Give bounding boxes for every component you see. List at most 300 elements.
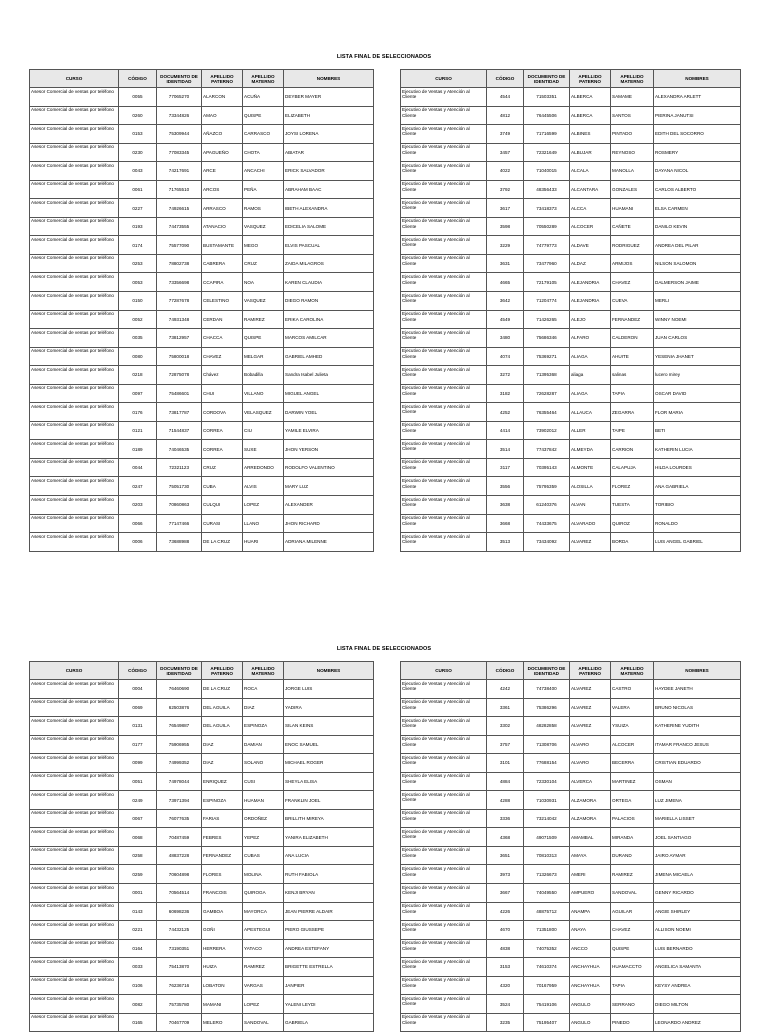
names-cell: ADRIANA MILENNE xyxy=(284,533,374,552)
names-cell: DIEGO RAMON xyxy=(284,292,374,311)
names-cell: ABRAHAM BAAC xyxy=(284,180,374,199)
paternal-surname-cell: ANGULO xyxy=(570,995,611,1014)
names-cell: KATHERINE YUDITH xyxy=(654,717,741,736)
paternal-surname-cell: AMPUERO xyxy=(570,884,611,903)
code-cell: 3336 xyxy=(487,809,524,828)
course-cell: Asesor Comercial de ventas por teléfono xyxy=(30,199,119,218)
maternal-surname-cell: PEÑA xyxy=(243,180,284,199)
maternal-surname-cell: VARGAS xyxy=(243,976,284,995)
code-cell: 0218 xyxy=(119,366,157,385)
maternal-surname-cell: HUAMAN xyxy=(243,791,284,810)
names-cell: CARLOS ALBERTO xyxy=(654,180,741,199)
course-cell: Asesor Comercial de ventas por teléfono xyxy=(30,884,119,903)
document-cell: 49071509 xyxy=(524,828,570,847)
code-cell: 3182 xyxy=(487,384,524,403)
course-cell: Ejecutivo de Ventas y Atención al Cliente xyxy=(401,125,487,144)
column-header: CURSO xyxy=(401,70,487,88)
document-cell: 71716599 xyxy=(524,125,570,144)
column-header: NOMBRES xyxy=(654,662,741,680)
paternal-surname-cell: CERDAN xyxy=(202,310,243,329)
paternal-surname-cell: AÑAZCO xyxy=(202,125,243,144)
paternal-surname-cell: ALVAREZ xyxy=(570,533,611,552)
paternal-surname-cell: AMAYA xyxy=(570,846,611,865)
names-cell: YAMILE ELVIRA xyxy=(284,421,374,440)
maternal-surname-cell: AGUILAR xyxy=(611,902,654,921)
maternal-surname-cell: REYNOSO xyxy=(611,143,654,162)
course-cell: Ejecutivo de Ventas y Atención al Cliente xyxy=(401,865,487,884)
code-cell: 3480 xyxy=(487,329,524,348)
course-cell: Asesor Comercial de ventas por teléfono xyxy=(30,236,119,255)
code-cell: 0165 xyxy=(119,1013,157,1032)
code-cell: 0176 xyxy=(119,403,157,422)
names-cell: GABRIEL AMHED xyxy=(284,347,374,366)
paternal-surname-cell: ALIAGA xyxy=(570,384,611,403)
maternal-surname-cell: MEGO xyxy=(243,236,284,255)
paternal-surname-cell: CHAVEZ xyxy=(202,347,243,366)
table-row xyxy=(401,199,741,218)
table-row xyxy=(30,217,374,236)
maternal-surname-cell: QUIROGA xyxy=(243,884,284,903)
paternal-surname-cell: ARCE xyxy=(202,162,243,181)
document-cell: 70487459 xyxy=(157,828,202,847)
document-cell: 73434092 xyxy=(524,533,570,552)
table-row xyxy=(401,828,741,847)
maternal-surname-cell: ZEGARRA xyxy=(611,403,654,422)
names-cell: ERIKA CAROLINA xyxy=(284,310,374,329)
maternal-surname-cell: ROCA xyxy=(243,680,284,699)
table-row xyxy=(30,143,374,162)
document-cell: 70467709 xyxy=(157,1013,202,1032)
code-cell: 0247 xyxy=(119,477,157,496)
course-cell: Asesor Comercial de ventas por teléfono xyxy=(30,496,119,515)
maternal-surname-cell: ALVIS xyxy=(243,477,284,496)
table-row xyxy=(401,347,741,366)
students-table xyxy=(29,661,374,1032)
maternal-surname-cell: ANCACHI xyxy=(243,162,284,181)
code-cell: 0033 xyxy=(119,958,157,977)
code-cell: 3792 xyxy=(487,180,524,199)
names-cell: ENOC SAMUEL xyxy=(284,735,374,754)
names-cell: ZAIDA MILAGROS xyxy=(284,254,374,273)
names-cell: MARY LUZ xyxy=(284,477,374,496)
maternal-surname-cell: ORTEGA xyxy=(611,791,654,810)
names-cell: RODOLFO VALENTINO xyxy=(284,458,374,477)
paternal-surname-cell: CULQUI xyxy=(202,496,243,515)
table-row xyxy=(30,884,374,903)
course-cell: Ejecutivo de Ventas y Atención al Cliente xyxy=(401,735,487,754)
code-cell: 3667 xyxy=(487,884,524,903)
maternal-surname-cell: CHAVEZ xyxy=(611,273,654,292)
maternal-surname-cell: SERRANO xyxy=(611,995,654,1014)
maternal-surname-cell: CASTRO xyxy=(611,680,654,699)
paternal-surname-cell: ALVAREZ xyxy=(570,698,611,717)
paternal-surname-cell: FRANCOIS xyxy=(202,884,243,903)
table-row xyxy=(401,995,741,1014)
paternal-surname-cell: ALBERCA xyxy=(570,88,611,107)
document-cell: 74978044 xyxy=(157,772,202,791)
maternal-surname-cell: CAÑETE xyxy=(611,217,654,236)
table-row xyxy=(401,477,741,496)
paternal-surname-cell: ALFARO xyxy=(570,329,611,348)
paternal-surname-cell: CORDOVA xyxy=(202,403,243,422)
names-cell: ANA LUCIA xyxy=(284,846,374,865)
maternal-surname-cell: HUAMANI xyxy=(611,199,654,218)
maternal-surname-cell: QUISPE xyxy=(243,106,284,125)
document-cell: 70167959 xyxy=(524,976,570,995)
paternal-surname-cell: ALCCA xyxy=(570,199,611,218)
column-header: APELLIDO MATERNO xyxy=(243,70,284,88)
names-cell: HAYDEE JANETH xyxy=(654,680,741,699)
table-row xyxy=(30,273,374,292)
paternal-surname-cell: BUSTAMANTE xyxy=(202,236,243,255)
document-cell: 73344826 xyxy=(157,106,202,125)
names-cell: TORIBIO xyxy=(654,496,741,515)
paternal-surname-cell: ALARCON xyxy=(202,88,243,107)
paternal-surname-cell: ALMEYDA xyxy=(570,440,611,459)
table-row xyxy=(30,976,374,995)
document-cell: 60698236 xyxy=(157,902,202,921)
table-row xyxy=(30,366,374,385)
paternal-surname-cell: ALDAVE xyxy=(570,236,611,255)
paternal-surname-cell: ALBUJAR xyxy=(570,143,611,162)
table-row xyxy=(401,384,741,403)
course-cell: Ejecutivo de Ventas y Atención al Cliente xyxy=(401,106,487,125)
names-cell: YADIRA xyxy=(284,698,374,717)
table-row xyxy=(30,88,374,107)
code-cell: 0153 xyxy=(119,125,157,144)
document-cell: 70564514 xyxy=(157,884,202,903)
maternal-surname-cell: CARRASCO xyxy=(243,125,284,144)
code-cell: 0082 xyxy=(119,995,157,1014)
code-cell: 4414 xyxy=(487,421,524,440)
course-cell: Asesor Comercial de ventas por teléfono xyxy=(30,88,119,107)
paternal-surname-cell: LOBATON xyxy=(202,976,243,995)
table-row xyxy=(401,217,741,236)
course-cell: Asesor Comercial de ventas por teléfono xyxy=(30,698,119,717)
paternal-surname-cell: CABRERA xyxy=(202,254,243,273)
code-cell: 4074 xyxy=(487,347,524,366)
code-cell: 0068 xyxy=(119,828,157,847)
table-row xyxy=(30,384,374,403)
table-header-row xyxy=(30,70,374,88)
table-row xyxy=(401,236,741,255)
names-cell: IBETH ALEXANDRA xyxy=(284,199,374,218)
course-cell: Ejecutivo de Ventas y Atención al Cliente xyxy=(401,254,487,273)
code-cell: 4242 xyxy=(487,680,524,699)
table-row xyxy=(30,921,374,940)
course-cell: Ejecutivo de Ventas y Atención al Cliente xyxy=(401,329,487,348)
course-cell: Asesor Comercial de ventas por teléfono xyxy=(30,440,119,459)
paternal-surname-cell: Chávez xyxy=(202,366,243,385)
names-cell: JAIRO AYMAR xyxy=(654,846,741,865)
course-cell: Ejecutivo de Ventas y Atención al Cliente xyxy=(401,846,487,865)
paternal-surname-cell: ANCHAYHUA xyxy=(570,976,611,995)
course-cell: Asesor Comercial de ventas por teléfono xyxy=(30,292,119,311)
names-cell: LUIS BERNARDO xyxy=(654,939,741,958)
table-row xyxy=(30,403,374,422)
paternal-surname-cell: FERNANDEZ xyxy=(202,846,243,865)
document-cell: 48356433 xyxy=(524,180,570,199)
code-cell: 3117 xyxy=(487,458,524,477)
paternal-surname-cell: ATANACIO xyxy=(202,217,243,236)
document-cell: 74926615 xyxy=(157,199,202,218)
table-row xyxy=(30,125,374,144)
document-cell: 75686346 xyxy=(524,329,570,348)
course-cell: Asesor Comercial de ventas por teléfono xyxy=(30,533,119,552)
names-cell: BRUNO NICOLAS xyxy=(654,698,741,717)
column-header: DOCUMENTO DE IDENTIDAD xyxy=(157,662,202,680)
table-row xyxy=(401,533,741,552)
table-row xyxy=(30,791,374,810)
paternal-surname-cell: ALVARO xyxy=(570,754,611,773)
table-row xyxy=(401,440,741,459)
paternal-surname-cell: DEL AGUILA xyxy=(202,717,243,736)
names-cell: ROSMERY xyxy=(654,143,741,162)
maternal-surname-cell: CUEVA xyxy=(611,292,654,311)
paternal-surname-cell: ALLER xyxy=(570,421,611,440)
maternal-surname-cell: CALAPUJA xyxy=(611,458,654,477)
document-cell: 75369271 xyxy=(524,347,570,366)
maternal-surname-cell: ORDOÑEZ xyxy=(243,809,284,828)
code-cell: 0061 xyxy=(119,180,157,199)
code-cell: 0174 xyxy=(119,236,157,255)
maternal-surname-cell: NOA xyxy=(243,273,284,292)
document-cell: 75386296 xyxy=(524,698,570,717)
document-cell: 71503351 xyxy=(524,88,570,107)
code-cell: 4320 xyxy=(487,976,524,995)
document-cell: 75577090 xyxy=(157,236,202,255)
course-cell: Asesor Comercial de ventas por teléfono xyxy=(30,329,119,348)
course-cell: Asesor Comercial de ventas por teléfono xyxy=(30,976,119,995)
maternal-surname-cell: VELASQUEZ xyxy=(243,403,284,422)
paternal-surname-cell: DIAZ xyxy=(202,735,243,754)
course-cell: Asesor Comercial de ventas por teléfono xyxy=(30,310,119,329)
document-cell: 76460690 xyxy=(157,680,202,699)
column-header: APELLIDO PATERNO xyxy=(570,70,611,88)
code-cell: 0177 xyxy=(119,735,157,754)
table-row xyxy=(401,458,741,477)
maternal-surname-cell: TAPIA xyxy=(611,384,654,403)
code-cell: 0189 xyxy=(119,440,157,459)
code-cell: 0099 xyxy=(119,754,157,773)
document-cell: 75800018 xyxy=(157,347,202,366)
code-cell: 3631 xyxy=(487,254,524,273)
paternal-surname-cell: ALOSILLA xyxy=(570,477,611,496)
paternal-surname-cell: ALZAMORA xyxy=(570,809,611,828)
document-cell: 73688988 xyxy=(157,533,202,552)
column-header: CÓDIGO xyxy=(119,662,157,680)
course-cell: Ejecutivo de Ventas y Atención al Cliente xyxy=(401,310,487,329)
maternal-surname-cell: FERNANDEZ xyxy=(611,310,654,329)
course-cell: Asesor Comercial de ventas por teléfono xyxy=(30,865,119,884)
column-header: CURSO xyxy=(30,70,119,88)
names-cell: SILAN KEINS xyxy=(284,717,374,736)
table-row xyxy=(401,106,741,125)
course-cell: Ejecutivo de Ventas y Atención al Cliente xyxy=(401,698,487,717)
code-cell: 3514 xyxy=(487,440,524,459)
paternal-surname-cell: ALEJO xyxy=(570,310,611,329)
maternal-surname-cell: QUISPE xyxy=(243,329,284,348)
table-row xyxy=(401,846,741,865)
table-row xyxy=(30,902,374,921)
names-cell: KAREN CLAUDIA xyxy=(284,273,374,292)
code-cell: 3153 xyxy=(487,958,524,977)
document-cell: 76077635 xyxy=(157,809,202,828)
table-row xyxy=(401,273,741,292)
maternal-surname-cell: RAMIREZ xyxy=(611,865,654,884)
table-row xyxy=(401,514,741,533)
paternal-surname-cell: CORREA xyxy=(202,440,243,459)
names-cell: DALMERSON JAIME xyxy=(654,273,741,292)
course-cell: Asesor Comercial de ventas por teléfono xyxy=(30,143,119,162)
document-cell: 71040015 xyxy=(524,162,570,181)
document-cell: 72330104 xyxy=(524,772,570,791)
code-cell: 0249 xyxy=(119,791,157,810)
column-header: NOMBRES xyxy=(654,70,741,88)
course-cell: Ejecutivo de Ventas y Atención al Cliente xyxy=(401,477,487,496)
document-cell: 71765510 xyxy=(157,180,202,199)
column-header: APELLIDO MATERNO xyxy=(611,70,654,88)
course-cell: Ejecutivo de Ventas y Atención al Cliente xyxy=(401,292,487,311)
paternal-surname-cell: CORREA xyxy=(202,421,243,440)
names-cell: PIERINA JANUTSI xyxy=(654,106,741,125)
code-cell: 3642 xyxy=(487,292,524,311)
table-row xyxy=(30,514,374,533)
maternal-surname-cell: FLOREZ xyxy=(611,477,654,496)
maternal-surname-cell: SUXE xyxy=(243,440,284,459)
code-cell: 4838 xyxy=(487,939,524,958)
maternal-surname-cell: Bobadilla xyxy=(243,366,284,385)
course-cell: Asesor Comercial de ventas por teléfono xyxy=(30,106,119,125)
maternal-surname-cell: LLANO xyxy=(243,514,284,533)
document-cell: 71030931 xyxy=(524,791,570,810)
course-cell: Asesor Comercial de ventas por teléfono xyxy=(30,809,119,828)
names-cell: JANPIER xyxy=(284,976,374,995)
table-row xyxy=(30,254,374,273)
maternal-surname-cell: LOPEZ xyxy=(243,496,284,515)
table-row xyxy=(401,88,741,107)
course-cell: Ejecutivo de Ventas y Atención al Cliente xyxy=(401,384,487,403)
maternal-surname-cell: SANDOVAL xyxy=(243,1013,284,1032)
document-cell: 76445506 xyxy=(524,106,570,125)
table-row xyxy=(30,106,374,125)
document-cell: 75309944 xyxy=(157,125,202,144)
document-cell: 75419106 xyxy=(524,995,570,1014)
code-cell: 4670 xyxy=(487,921,524,940)
names-cell: MARCOS AMILCAR xyxy=(284,329,374,348)
document-cell: 75413870 xyxy=(157,958,202,977)
table-row xyxy=(401,884,741,903)
names-cell: LUZ JIMENA xyxy=(654,791,741,810)
maternal-surname-cell: TAIPE xyxy=(611,421,654,440)
code-cell: 0055 xyxy=(119,88,157,107)
column-header: APELLIDO PATERNO xyxy=(202,662,243,680)
code-cell: 0131 xyxy=(119,717,157,736)
names-cell: YANIRA ELIZABETH xyxy=(284,828,374,847)
code-cell: 0004 xyxy=(119,680,157,699)
course-cell: Ejecutivo de Ventas y Atención al Cliente xyxy=(401,199,487,218)
document-cell: 73190351 xyxy=(157,939,202,958)
table-row xyxy=(30,292,374,311)
table-row xyxy=(30,458,374,477)
course-cell: Ejecutivo de Ventas y Atención al Cliente xyxy=(401,458,487,477)
paternal-surname-cell: MAMANI xyxy=(202,995,243,1014)
maternal-surname-cell: HUARI xyxy=(243,533,284,552)
column-header: CURSO xyxy=(30,662,119,680)
course-cell: Asesor Comercial de ventas por teléfono xyxy=(30,180,119,199)
document-cell: 70860863 xyxy=(157,496,202,515)
course-cell: Ejecutivo de Ventas y Atención al Cliente xyxy=(401,958,487,977)
maternal-surname-cell: VASQUEZ xyxy=(243,217,284,236)
document-cell: 72321123 xyxy=(157,458,202,477)
maternal-surname-cell: RAMIREZ xyxy=(243,310,284,329)
course-cell: Ejecutivo de Ventas y Atención al Cliente xyxy=(401,421,487,440)
table-row xyxy=(30,236,374,255)
table-row xyxy=(30,995,374,1014)
course-cell: Asesor Comercial de ventas por teléfono xyxy=(30,958,119,977)
document-cell: 61240376 xyxy=(524,496,570,515)
code-cell: 4288 xyxy=(487,791,524,810)
document-cell: 71426265 xyxy=(524,310,570,329)
course-cell: Ejecutivo de Ventas y Atención al Cliente xyxy=(401,217,487,236)
maternal-surname-cell: ALCOCER xyxy=(611,735,654,754)
maternal-surname-cell: CRUZ xyxy=(243,254,284,273)
maternal-surname-cell: MELGAR xyxy=(243,347,284,366)
course-cell: Ejecutivo de Ventas y Atención al Cliente xyxy=(401,533,487,552)
course-cell: Ejecutivo de Ventas y Atención al Cliente xyxy=(401,902,487,921)
code-cell: 3651 xyxy=(487,846,524,865)
document-cell: 73477960 xyxy=(524,254,570,273)
maternal-surname-cell: CALDERON xyxy=(611,329,654,348)
code-cell: 3361 xyxy=(487,698,524,717)
document-cell: 74931348 xyxy=(157,310,202,329)
table-row xyxy=(401,403,741,422)
document-cell: 70395143 xyxy=(524,458,570,477)
paternal-surname-cell: ALDAZ xyxy=(570,254,611,273)
document-cell: 71351800 xyxy=(524,921,570,940)
course-cell: Ejecutivo de Ventas y Atención al Cliente xyxy=(401,995,487,1014)
names-cell: BETI xyxy=(654,421,741,440)
paternal-surname-cell: CELESTINO xyxy=(202,292,243,311)
course-cell: Asesor Comercial de ventas por teléfono xyxy=(30,384,119,403)
code-cell: 0260 xyxy=(119,106,157,125)
maternal-surname-cell: CARRION xyxy=(611,440,654,459)
paternal-surname-cell: CHACCA xyxy=(202,329,243,348)
document-cell: 74738400 xyxy=(524,680,570,699)
document-cell: 74999352 xyxy=(157,754,202,773)
column-header: DOCUMENTO DE IDENTIDAD xyxy=(524,662,570,680)
table-row xyxy=(30,735,374,754)
maternal-surname-cell: APESTEGUI xyxy=(243,921,284,940)
course-cell: Ejecutivo de Ventas y Atención al Cliente xyxy=(401,236,487,255)
names-cell: RUTH FABIOLA xyxy=(284,865,374,884)
course-cell: Asesor Comercial de ventas por teléfono xyxy=(30,1013,119,1032)
names-cell: JOYSI LORENA xyxy=(284,125,374,144)
maternal-surname-cell: YSUIZA xyxy=(611,717,654,736)
column-header: APELLIDO MATERNO xyxy=(243,662,284,680)
names-cell: FLOR MARIA xyxy=(654,403,741,422)
maternal-surname-cell: ARMIJOS xyxy=(611,254,654,273)
document-cell: 72628287 xyxy=(524,384,570,403)
names-cell: YESENIA JHANET xyxy=(654,347,741,366)
page-title: LISTA FINAL DE SELECCIONADOS xyxy=(336,54,432,60)
document-cell: 77688154 xyxy=(524,754,570,773)
table-row xyxy=(30,865,374,884)
names-cell: DARWIN YOEL xyxy=(284,403,374,422)
names-cell: GENNY RICARDO xyxy=(654,884,741,903)
names-cell: ITAMAR FRANCO JESUS xyxy=(654,735,741,754)
course-cell: Asesor Comercial de ventas por teléfono xyxy=(30,791,119,810)
